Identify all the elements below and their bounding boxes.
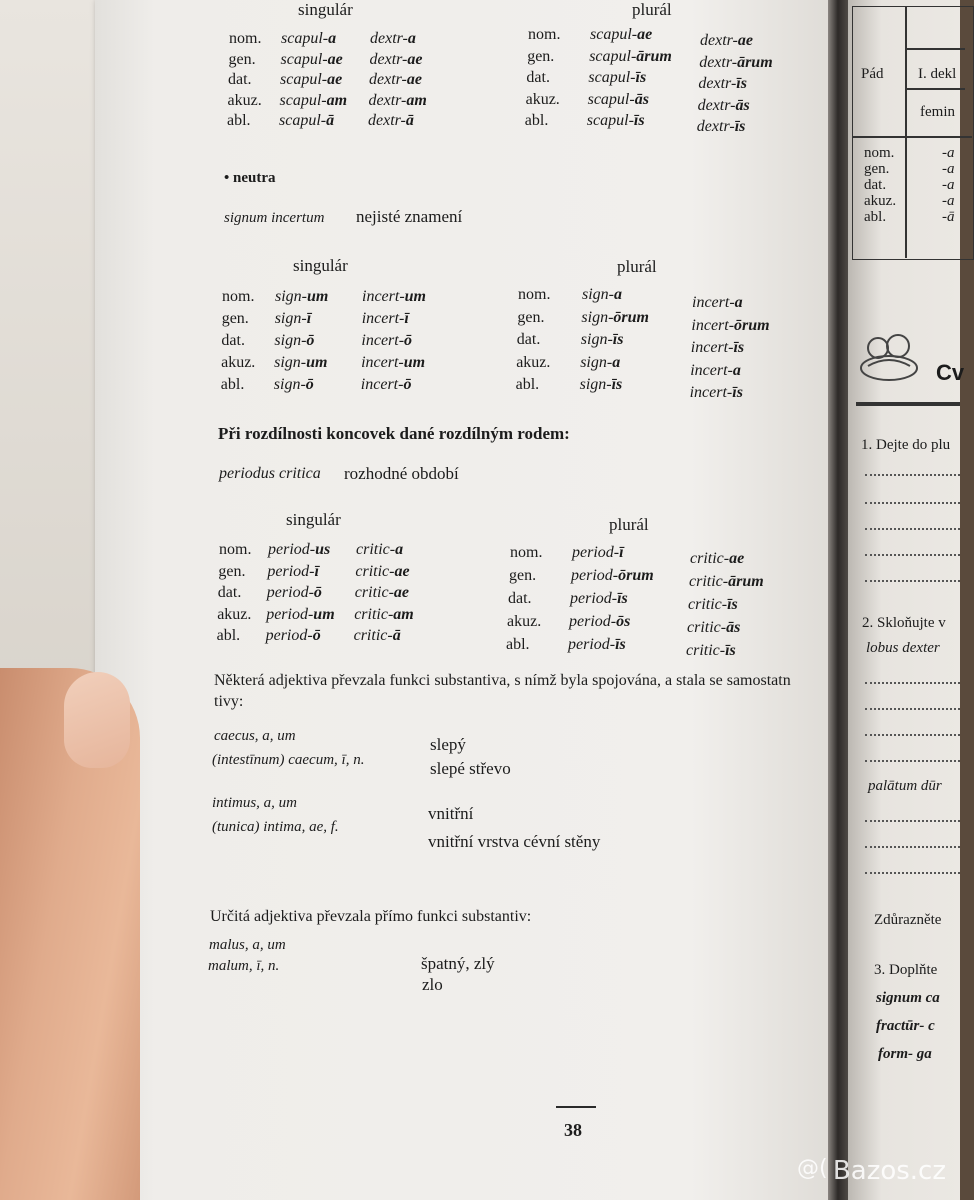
latin-form: period-īs bbox=[570, 590, 628, 607]
latin-form: period-ō bbox=[265, 627, 321, 644]
answer-line bbox=[865, 708, 960, 710]
vocab-latin-intimus: intimus, a, um bbox=[212, 795, 298, 811]
answer-line bbox=[865, 820, 960, 822]
singular-header-1: singulár bbox=[298, 0, 353, 19]
case-label: nom. bbox=[229, 30, 262, 47]
case-label: akuz. bbox=[516, 353, 551, 371]
exercise-2-word-a: lobus dexter bbox=[866, 640, 940, 656]
latin-form: dextr-ās bbox=[697, 96, 750, 114]
latin-form: critic-ae bbox=[354, 584, 409, 601]
case-label: nom. bbox=[219, 541, 252, 558]
latin-form: incert-um bbox=[361, 354, 426, 371]
latin-form: period-īs bbox=[568, 636, 626, 653]
vocab-czech-caecum: slepé střevo bbox=[430, 759, 511, 778]
exercise-3-word-b: fractūr- c bbox=[876, 1018, 935, 1034]
latin-form: sign-ō bbox=[273, 376, 314, 393]
case-ending: -ā bbox=[942, 209, 955, 225]
page-number-rule bbox=[556, 1106, 596, 1108]
example-latin-2: signum incertum bbox=[224, 210, 325, 226]
latin-form: sign-um bbox=[275, 288, 329, 305]
latin-form: period-um bbox=[266, 605, 335, 623]
example-latin-3: periodus critica bbox=[219, 465, 321, 482]
latin-form: incert-a bbox=[692, 294, 743, 311]
latin-form: sign-um bbox=[274, 354, 328, 371]
latin-form: critic-ae bbox=[690, 550, 745, 567]
table-divider-header bbox=[852, 136, 972, 138]
latin-form: period-ī bbox=[267, 562, 319, 580]
case-label: nom. bbox=[510, 544, 543, 561]
latin-form: critic-ās bbox=[687, 619, 741, 636]
case-label: gen. bbox=[517, 308, 545, 326]
plural-header-3: plurál bbox=[609, 515, 649, 534]
latin-form: sign-īs bbox=[579, 376, 623, 393]
case-label: abl. bbox=[524, 112, 549, 129]
case-label: abl. bbox=[220, 376, 245, 393]
latin-form: incert-īs bbox=[689, 384, 743, 401]
latin-form: scapul-īs bbox=[588, 69, 647, 86]
case-label: dat. bbox=[516, 331, 541, 348]
latin-form: dextr-am bbox=[368, 91, 427, 109]
vocab-czech-caecus: slepý bbox=[430, 735, 466, 754]
answer-line bbox=[865, 872, 960, 874]
vocab-latin-caecus: caecus, a, um bbox=[214, 728, 296, 744]
latin-form: dextr-ā bbox=[368, 112, 414, 129]
vocab-czech-intima: vnitřní vrstva cévní stěny bbox=[428, 832, 601, 851]
plural-header-1: plurál bbox=[632, 0, 672, 19]
case-label: nom. bbox=[528, 26, 561, 43]
case-label: dat. bbox=[526, 69, 550, 86]
latin-form: period-ōrum bbox=[571, 567, 654, 584]
latin-form: incert-a bbox=[690, 361, 741, 379]
vocab-latin-malum: malum, ī, n. bbox=[208, 958, 280, 974]
vocab-czech-intimus: vnitřní bbox=[428, 804, 474, 823]
case-label: akuz. bbox=[221, 354, 256, 371]
latin-form: dextr-a bbox=[370, 30, 416, 47]
latin-form: critic-a bbox=[356, 541, 404, 558]
case-label: abl. bbox=[864, 209, 887, 225]
latin-form: scapul-ās bbox=[587, 90, 649, 108]
exercise-2-word-b: palātum dūr bbox=[868, 778, 942, 794]
latin-form: scapul-ae bbox=[280, 50, 343, 68]
case-label: akuz. bbox=[217, 605, 252, 623]
latin-form: scapul-ae bbox=[590, 26, 653, 43]
latin-form: critic-am bbox=[354, 605, 414, 623]
case-label: akuz. bbox=[507, 613, 542, 630]
latin-form: period-us bbox=[268, 541, 331, 558]
case-label: gen. bbox=[218, 562, 246, 580]
paragraph-2: Určitá adjektiva převzala přímo funkci substantiv: bbox=[210, 908, 532, 925]
exercise-3: 3. Doplňte bbox=[874, 962, 938, 978]
case-label: nom. bbox=[222, 288, 255, 305]
exercise-section-title: Cv bbox=[936, 360, 965, 385]
answer-line bbox=[865, 846, 960, 848]
latin-form: period-ī bbox=[572, 544, 624, 561]
latin-form: dextr-īs bbox=[698, 75, 747, 92]
paragraph-1-line-2: tivy: bbox=[214, 693, 244, 710]
vocab-czech-malus: špatný, zlý bbox=[421, 954, 495, 973]
latin-form: incert-īs bbox=[690, 339, 745, 356]
latin-form: critic-īs bbox=[686, 642, 736, 659]
latin-form: critic-ae bbox=[355, 562, 410, 580]
difference-heading: Při rozdílnosti koncovek dané rozdílným rodem: bbox=[218, 424, 570, 443]
answer-line bbox=[865, 502, 960, 504]
case-ending: -a bbox=[942, 145, 955, 161]
case-ending: -a bbox=[942, 177, 955, 193]
latin-form: critic-ā bbox=[353, 627, 401, 644]
latin-form: sign-īs bbox=[580, 331, 624, 348]
answer-line bbox=[865, 474, 960, 476]
latin-form: sign-ō bbox=[274, 332, 315, 349]
table-gender-label: femin bbox=[920, 104, 955, 120]
case-label: abl. bbox=[515, 376, 540, 393]
latin-form: dextr-ārum bbox=[699, 53, 773, 71]
exercise-1: 1. Dejte do plu bbox=[861, 437, 951, 453]
vocab-latin-intima: (tunica) intima, ae, f. bbox=[212, 819, 339, 835]
latin-form: sign-a bbox=[582, 286, 622, 303]
latin-form: incert-um bbox=[362, 288, 426, 305]
table-divider-mid bbox=[905, 88, 965, 90]
latin-form: sign-a bbox=[580, 353, 621, 371]
case-label: abl. bbox=[227, 112, 251, 129]
latin-form: incert-ō bbox=[360, 376, 412, 393]
case-label: abl. bbox=[216, 627, 241, 644]
example-czech-2: nejisté znamení bbox=[356, 207, 463, 226]
example-czech-3: rozhodné období bbox=[344, 464, 459, 483]
answer-line bbox=[865, 682, 960, 684]
latin-form: scapul-am bbox=[279, 91, 348, 109]
latin-form: period-ō bbox=[266, 584, 322, 601]
case-label: gen. bbox=[509, 567, 537, 584]
answer-line bbox=[865, 580, 960, 582]
watermark-text: Bazos.cz bbox=[832, 1156, 946, 1186]
latin-form: scapul-a bbox=[281, 30, 337, 47]
case-label: dat. bbox=[228, 71, 252, 88]
vocab-latin-malus: malus, a, um bbox=[209, 937, 286, 953]
section-title-rule bbox=[856, 402, 960, 406]
case-label: dat. bbox=[217, 584, 242, 601]
case-label: gen. bbox=[527, 47, 555, 65]
latin-form: period-ōs bbox=[569, 613, 631, 630]
latin-form: dextr-ae bbox=[700, 32, 753, 49]
page-number: 38 bbox=[564, 1120, 582, 1140]
latin-form: incert-ī bbox=[361, 310, 409, 327]
latin-form: incert-ōrum bbox=[691, 316, 770, 334]
singular-header-3: singulár bbox=[286, 510, 341, 529]
answer-line bbox=[865, 528, 960, 530]
thumbnail bbox=[64, 672, 130, 768]
latin-form: scapul-īs bbox=[586, 112, 645, 129]
ornament-icon bbox=[858, 326, 920, 384]
case-label: gen. bbox=[864, 161, 890, 177]
svg-text:@(: @( bbox=[796, 1156, 828, 1181]
exercise-2: 2. Skloňujte v bbox=[862, 615, 946, 631]
latin-form: dextr-īs bbox=[696, 118, 746, 135]
exercise-3-word-a: signum ca bbox=[876, 990, 940, 1006]
watermark bbox=[797, 1155, 946, 1186]
case-label: gen. bbox=[221, 310, 249, 327]
case-label: akuz. bbox=[864, 193, 897, 209]
latin-form: dextr-ae bbox=[369, 50, 423, 68]
case-label: dat. bbox=[864, 177, 887, 193]
latin-form: scapul-ā bbox=[279, 112, 335, 129]
neutra-heading: • neutra bbox=[224, 170, 276, 186]
vocab-latin-caecum: (intestīnum) caecum, ī, n. bbox=[212, 752, 365, 768]
table-pad-label: Pád bbox=[861, 66, 884, 82]
latin-form: incert-ō bbox=[361, 332, 413, 349]
latin-form: dextr-ae bbox=[369, 71, 422, 88]
exercise-3-word-c: form- ga bbox=[878, 1046, 932, 1062]
case-label: akuz. bbox=[525, 90, 560, 108]
vocab-czech-malum: zlo bbox=[422, 975, 443, 994]
table-divider-top bbox=[905, 48, 965, 50]
case-label: akuz. bbox=[227, 91, 262, 109]
latin-form: sign-ōrum bbox=[581, 308, 649, 326]
case-label: abl. bbox=[506, 636, 530, 653]
paragraph-1-line-1: Některá adjektiva převzala funkci substantiva, s nímž byla spojována, a stala se samostatn bbox=[214, 672, 791, 689]
latin-form: critic-ārum bbox=[689, 573, 764, 590]
case-label: nom. bbox=[864, 145, 895, 161]
emphasize-instruction: Zdůrazněte bbox=[874, 912, 942, 928]
answer-line bbox=[865, 734, 960, 736]
latin-form: critic-īs bbox=[688, 596, 738, 613]
case-ending: -a bbox=[942, 193, 955, 209]
case-ending: -a bbox=[942, 161, 955, 177]
case-label: dat. bbox=[508, 590, 532, 607]
book-gutter bbox=[828, 0, 850, 1200]
singular-header-2: singulár bbox=[293, 256, 348, 275]
table-divider-vertical bbox=[905, 6, 907, 258]
plural-header-2: plurál bbox=[617, 257, 657, 276]
answer-line bbox=[865, 760, 960, 762]
case-label: dat. bbox=[221, 332, 245, 349]
latin-form: sign-ī bbox=[274, 310, 312, 327]
latin-form: scapul-ārum bbox=[589, 47, 672, 65]
answer-line bbox=[865, 554, 960, 556]
case-label: nom. bbox=[518, 286, 551, 303]
table-decl-label: I. dekl bbox=[918, 66, 957, 82]
latin-form: scapul-ae bbox=[280, 71, 343, 88]
case-label: gen. bbox=[228, 50, 256, 68]
bazos-logo-icon bbox=[796, 1155, 828, 1181]
